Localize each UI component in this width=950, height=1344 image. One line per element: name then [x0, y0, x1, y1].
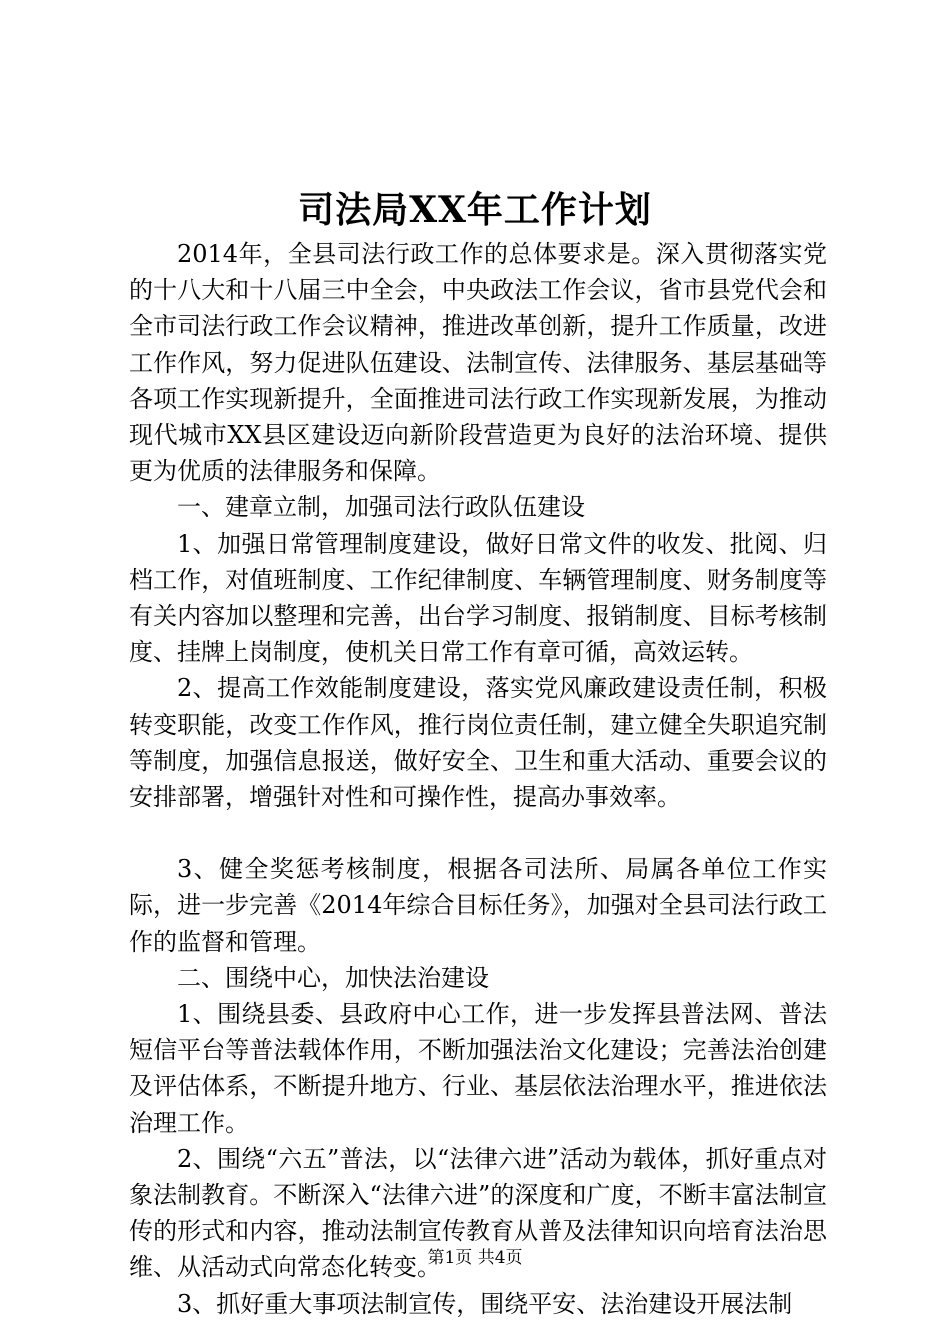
section-heading-1: 一、建章立制，加强司法行政队伍建设	[177, 493, 585, 522]
page-footer: 第1页 共4页	[427, 1248, 523, 1268]
document-title: 司法局XX年工作计划	[298, 189, 652, 231]
paragraph-1-2: 2、提高工作效能制度建设，落实党风廉政建设责任制，积极转变职能，改变工作作风，推行岗位责任制，建立健全失职追究制等制度，加强信息报送，做好安全、卫生和重大活动、重要会议的安排部署，增强针对性和可操作性，提高办事效率。	[129, 674, 827, 812]
paragraph-gap	[129, 815, 827, 851]
section-heading-2: 二、围绕中心，加快法治建设	[177, 963, 489, 992]
paragraph-2-3: 3、抓好重大事项法制宣传，围绕平安、法治建设开展法制	[177, 1289, 793, 1318]
paragraph-2-1: 1、围绕县委、县政府中心工作，进一步发挥县普法网、普法短信平台等普法载体作用，不断加强法治文化建设；完善法治创建及评估体系，不断提升地方、行业、基层依法治理水平，推进依法治理工作。	[129, 1000, 827, 1137]
document-body	[129, 236, 827, 1322]
paragraph-2-2: 2、围绕“六五”普法，以“法律六进”活动为载体，抓好重点对象法制教育。不断深入“法律六进”的深度和广度，不断丰富法制宣传的形式和内容，推动法制宣传教育从普及法律知识向培育法治思维、从活动式向常态化转变。	[129, 1144, 827, 1282]
paragraph-1-1: 1、加强日常管理制度建设，做好日常文件的收发、批阅、归档工作，对值班制度、工作纪律制度、车辆管理制度、财务制度等有关内容加以整理和完善，出台学习制度、报销制度、目标考核制度、挂牌上岗制度，使机关日常工作有章可循，高效运转。	[129, 529, 827, 667]
intro-paragraph: 2014年，全县司法行政工作的总体要求是。深入贯彻落实党的十八大和十八届三中全会，中央政法工作会议，省市县党代会和全市司法行政工作会议精神，推进改革创新，提升工作质量，改进工作作风，努力促进队伍建设、法制宣传、法律服务、基层基础等各项工作实现新提升，全面推进司法行政工作实现新发展，为推动现代城市XX县区建设迈向新阶段营造更为良好的法治环境、提供更为优质的法律服务和保障。	[129, 240, 827, 486]
paragraph-1-3: 3、健全奖惩考核制度，根据各司法所、局属各单位工作实际，进一步完善《2014年综合目标任务》，加强对全县司法行政工作的监督和管理。	[129, 855, 827, 956]
